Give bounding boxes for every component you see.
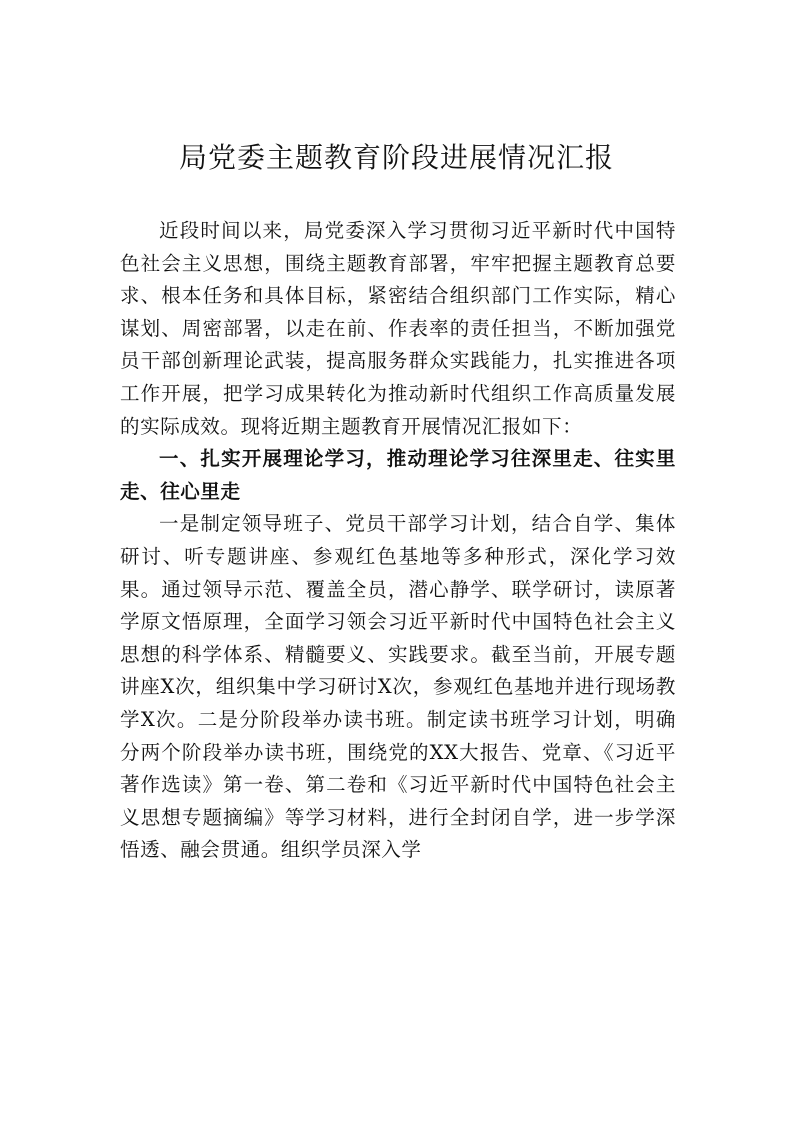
- section-1-heading: 一、扎实开展理论学习，推动理论学习往深里走、往实里走、往心里走: [120, 447, 676, 503]
- intro-paragraph: 近段时间以来，局党委深入学习贯彻习近平新时代中国特色社会主义思想，围绕主题教育部署，牢牢把握主题教育总要求、根本任务和具体目标，紧密结合组织部门工作实际，精心谋划、周密部署，以走在前、作表率的责任担当，不断加强党员干部创新理论武装，提高服务群众实践能力，扎实推进各项工作开展，把学习成果转化为推动新时代组织工作高质量发展的实际成效。现将近期主题教育开展情况汇报如下：: [120, 219, 676, 438]
- section-1-paragraph: 一是制定领导班子、党员干部学习计划，结合自学、集体研讨、听专题讲座、参观红色基地等多种形式，深化学习效果。通过领导示范、覆盖全员，潜心静学、联学研讨，读原著学原文悟原理，全面学习领会习近平新时代中国特色社会主义思想的科学体系、精髓要义、实践要求。截至当前，开展专题讲座X次，组织集中学习研讨X次，参观红色基地并进行现场教学X次。二是分阶段举办读书班。制定读书班学习计划，明确分两个阶段举办读书班，围绕党的XX大报告、党章、《习近平著作选读》第一卷、第二卷和《习近平新时代中国特色社会主义思想专题摘编》等学习材料，进行全封闭自学，进一步学深悟透、融会贯通。组织学员深入学: [120, 512, 676, 862]
- document-title: 局党委主题教育阶段进展情况汇报: [178, 141, 614, 174]
- document-body: [120, 215, 676, 867]
